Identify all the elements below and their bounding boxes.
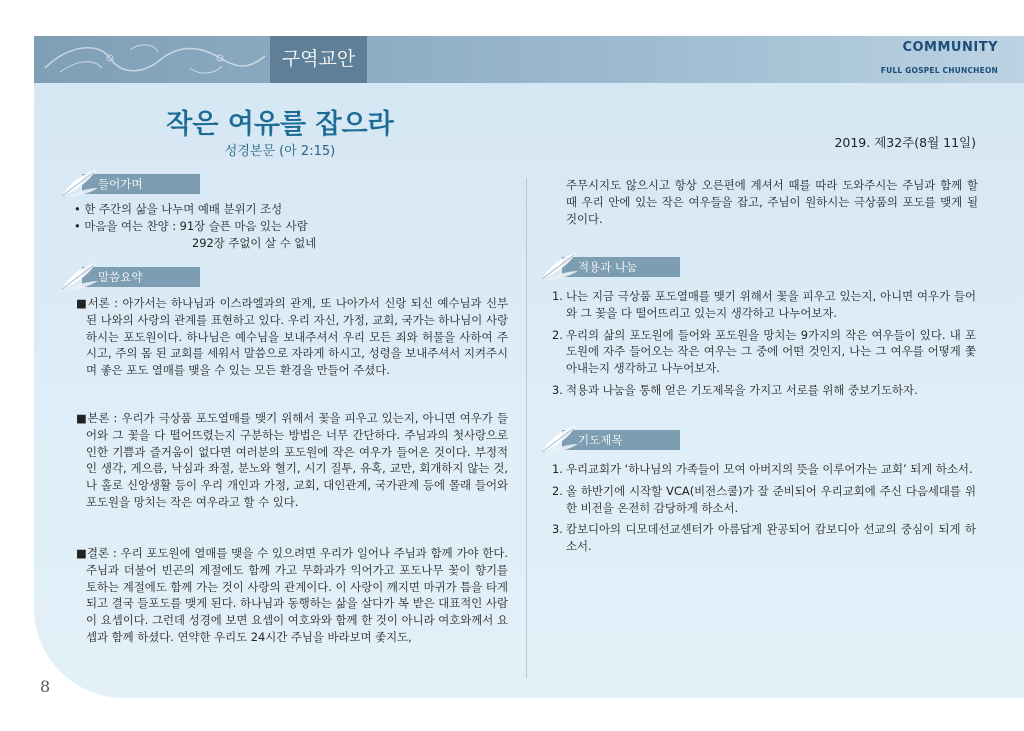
intro-line: • 마음을 여는 찬양 : 91장 슬픈 마음 있는 사람 xyxy=(74,218,308,233)
intro-line: 292장 주없이 살 수 없네 xyxy=(192,235,317,250)
summary-introduction: ■서론 : 아가서는 하나님과 이스라엘과의 관계, 또 나아가서 신랑 되신 예수님과 신부된 나와의 사랑의 관계를 표현하고 있다. 우리 자신, 가정, 교회, 국가는 하나님이 사랑하시는 포도원이다. 하나님은 예수님을 보내주셔서 우리 모든 죄와 허물을 사하여 주시고, 주의 몸 된 교회를 세워서 말씀으로 자라게 하시고, 성령을 보내주셔서 지켜주시며 좋은 포도 열매를 맺을 수 있는 모든 환경을 만들어 주셨다. xyxy=(76,296,508,378)
leaf-icon xyxy=(540,424,580,454)
church-name: FULL GOSPEL CHUNCHEON xyxy=(880,66,998,75)
section-heading-intro xyxy=(60,174,200,194)
intro-text xyxy=(74,201,504,251)
section-heading-label: 말씀요약 xyxy=(82,267,200,287)
leaf-icon xyxy=(60,261,100,291)
prayer-list xyxy=(552,461,976,560)
community-branding xyxy=(881,40,998,75)
list-item: 3. 적용과 나눔을 통해 얻은 기도제목을 가지고 서로를 위해 중보기도하자. xyxy=(552,382,918,397)
sermon-title: 작은 여유를 잡으라 xyxy=(166,109,394,140)
ornament-swirl-icon xyxy=(40,38,270,82)
community-label: COMMUNITY xyxy=(902,40,998,55)
list-item: 1. 나는 지금 극상품 포도열매를 맺기 위해서 꽃을 피우고 있는지, 아니면 여우가 들어와 그 꽃을 다 떨어뜨리고 있는지 생각하고 나누어보자. xyxy=(552,289,976,320)
continued-text: 주무시지도 않으시고 항상 오른편에 계셔서 때를 따라 도와주시는 주님과 함께 할 때 우리 안에 있는 작은 여우들을 잡고, 주님이 원하시는 극상품의 포도를 맺게 될 것이다. xyxy=(566,178,978,226)
column-divider xyxy=(526,178,527,678)
summary-body: ■본론 : 우리가 극상품 포도열매를 맺기 위해서 꽃을 피우고 있는지, 아니면 여우가 들어와 그 꽃을 다 떨어뜨렸는지 구분하는 방법은 너무 간단하다. 주님과의 첫사랑으로 인한 기쁨과 즐거움이 없다면 여러분의 포도원에 작은 여우가 들어온 것이다. 부정적인 생각, 게으름, 낙심과 좌절, 분노와 혈기, 시기 질투, 유혹, 교만, 회개하지 않는 것, 나 홀로 신앙생활 등이 우리 개인과 가정, 교회, 대인관계, 국가관계 등에 몰래 들어와 포도원을 망치는 작은 여우라고 할 수 있다. xyxy=(76,411,508,509)
section-heading-label: 적용과 나눔 xyxy=(562,257,680,277)
application-list xyxy=(552,288,976,404)
section-heading-label: 기도제목 xyxy=(562,430,680,450)
leaf-icon xyxy=(540,251,580,281)
section-title-tab: 구역교안 xyxy=(270,36,367,83)
intro-line: • 한 주간의 삶을 나누며 예배 분위기 조성 xyxy=(74,202,283,216)
section-heading-prayer xyxy=(540,430,680,450)
page-number: 8 xyxy=(40,677,51,696)
leaf-icon xyxy=(60,168,100,198)
section-heading-summary xyxy=(60,267,200,287)
sermon-date: 2019. 제32주(8월 11일) xyxy=(834,135,976,150)
section-heading-label: 들어가며 xyxy=(82,174,200,194)
summary-conclusion: ■결론 : 우리 포도원에 열매를 맺을 수 있으려면 우리가 일어나 주님과 함께 가야 한다. 주님과 더불어 빈곤의 계절에도 함께 가고 무화과가 익어가고 포도나무 꽃이 향기를 토하는 계절에도 함께 가는 것이 사랑의 관계이다. 이 사랑이 깨지면 마귀가 틈을 타게 되고 결국 들포도를 맺게 된다. 하나님과 동행하는 삶을 살다가 복 받은 대표적인 사람이 요셉이다. 그런데 성경에 보면 요셉이 여호와와 함께 한 것이 아니라 여호와께서 요셉과 함께 하셨다. 연약한 우리도 24시간 주님을 바라보며 좇지도, xyxy=(76,546,508,644)
section-heading-application xyxy=(540,257,680,277)
list-item: 2. 우리의 삶의 포도원에 들어와 포도원을 망치는 9가지의 작은 여우들이 있다. 내 포도원에 자주 들어오는 작은 여우는 그 중에 어떤 것인지, 나는 그 여우를 어떻게 쫓아내는지 생각하고 나누어보자. xyxy=(552,327,976,376)
list-item: 3. 캄보디아의 디모데선교센터가 아름답게 완공되어 캄보디아 선교의 중심이 되게 하소서. xyxy=(552,522,976,554)
scripture-reference: 성경본문 (아 2:15) xyxy=(224,144,336,159)
list-item: 2. 올 하반기에 시작할 VCA(비전스쿨)가 잘 준비되어 우리교회에 주신 다음세대를 위한 비전을 온전히 감당하게 하소서. xyxy=(552,483,976,515)
list-item: 1. 우리교회가 ‘하나님의 가족들이 모여 아버지의 뜻을 이루어가는 교회’ 되게 하소서. xyxy=(552,462,973,476)
